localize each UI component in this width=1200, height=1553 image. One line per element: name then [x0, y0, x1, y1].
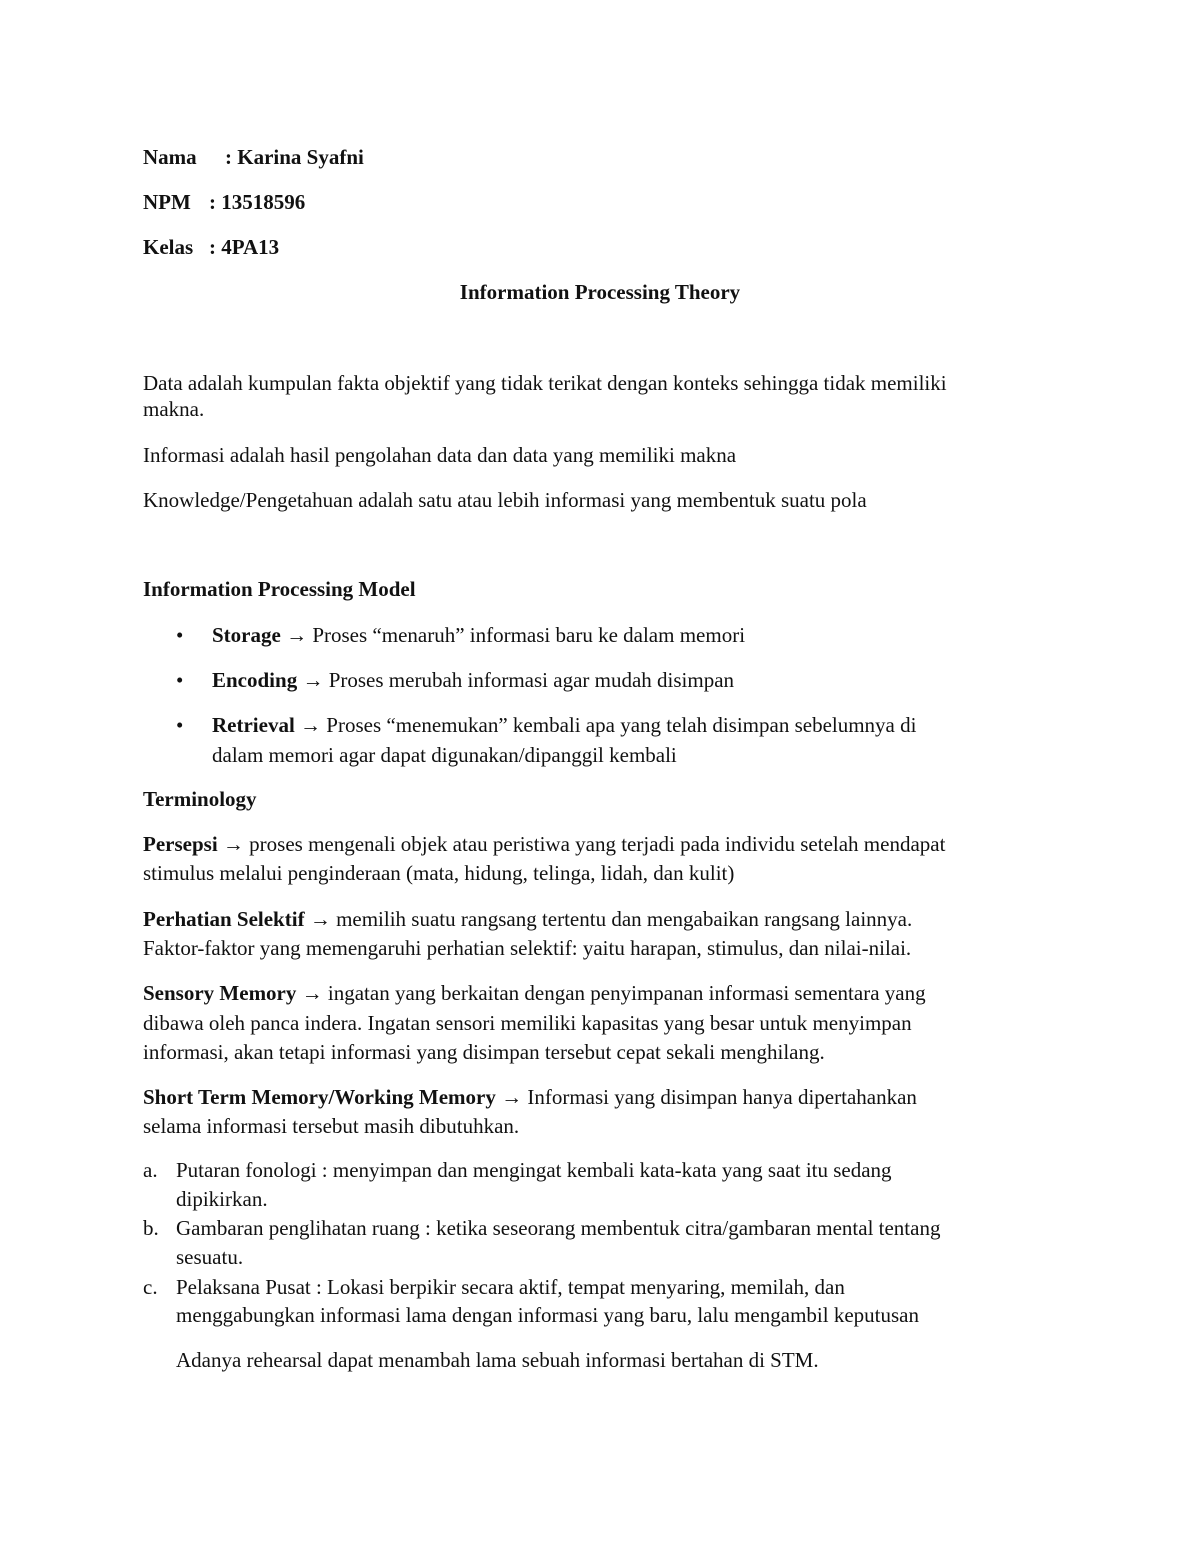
- npm-label: NPM: [143, 190, 191, 214]
- perhatian-desc: memilih suatu rangsang tertentu dan mengabaikan rangsang lainnya.: [330, 907, 913, 931]
- sensory-desc: ingatan yang berkaitan dengan penyimpanan informasi sementara yang: [322, 981, 926, 1005]
- sensory-line1: [143, 978, 926, 1008]
- arrow-right-icon: →: [222, 832, 244, 856]
- data-definition-line2: makna.: [143, 397, 205, 421]
- arrow-right-icon: →: [302, 668, 324, 692]
- list-marker-c: c.: [143, 1275, 158, 1299]
- page-title: Information Processing Theory: [459, 280, 741, 304]
- arrow-right-icon: →: [286, 623, 308, 647]
- sensory-line3: informasi, akan tetapi informasi yang disimpan tersebut cepat sekali menghilang.: [143, 1040, 825, 1064]
- encoding-term: Encoding: [212, 668, 298, 692]
- list-marker-a: a.: [143, 1158, 158, 1182]
- npm-row: [143, 187, 305, 217]
- kelas-row: [143, 232, 279, 262]
- bullet-icon: •: [176, 668, 184, 692]
- stm-line1: [143, 1082, 917, 1112]
- persepsi-term: Persepsi: [143, 832, 218, 856]
- perhatian-line2: Faktor-faktor yang memengaruhi perhatian selektif: yaitu harapan, stimulus, dan nilai-nilai.: [143, 936, 912, 960]
- component-a-line1: Putaran fonologi : menyimpan dan mengingat kembali kata-kata yang saat itu sedang: [176, 1158, 892, 1182]
- stm-desc: Informasi yang disimpan hanya dipertahankan: [522, 1085, 917, 1109]
- informasi-definition: Informasi adalah hasil pengolahan data dan data yang memiliki makna: [143, 443, 737, 467]
- list-item-retrieval: [212, 710, 916, 740]
- arrow-right-icon: →: [300, 713, 322, 737]
- arrow-right-icon: →: [501, 1085, 523, 1109]
- bullet-icon: •: [176, 623, 184, 647]
- perhatian-term: Perhatian Selektif: [143, 907, 305, 931]
- terminology-heading: Terminology: [143, 787, 257, 811]
- kelas-label: Kelas: [143, 235, 194, 259]
- nama-row: [143, 142, 364, 172]
- storage-term: Storage: [212, 623, 281, 647]
- component-c-line2: menggabungkan informasi lama dengan informasi yang baru, lalu mengambil keputusan: [176, 1303, 919, 1327]
- bullet-icon: •: [176, 713, 184, 737]
- stm-line2: selama informasi tersebut masih dibutuhkan.: [143, 1114, 520, 1138]
- kelas-value: : 4PA13: [209, 235, 280, 259]
- persepsi-line2: stimulus melalui penginderaan (mata, hidung, telinga, lidah, dan kulit): [143, 861, 735, 885]
- retrieval-desc: Proses “menemukan” kembali apa yang telah disimpan sebelumnya di: [321, 713, 917, 737]
- npm-value: : 13518596: [209, 190, 306, 214]
- storage-desc: Proses “menaruh” informasi baru ke dalam memori: [307, 623, 746, 647]
- sensory-term: Sensory Memory: [143, 981, 297, 1005]
- arrow-right-icon: →: [301, 981, 323, 1005]
- stm-term: Short Term Memory/Working Memory: [143, 1085, 496, 1109]
- list-item-encoding: [212, 665, 734, 695]
- nama-label: Nama: [143, 145, 197, 169]
- nama-value: : Karina Syafni: [225, 145, 364, 169]
- retrieval-term: Retrieval: [212, 713, 295, 737]
- persepsi-line1: [143, 829, 945, 859]
- component-b-line1: Gambaran penglihatan ruang : ketika seseorang membentuk citra/gambaran mental tentang: [176, 1216, 941, 1240]
- sensory-line2: dibawa oleh panca indera. Ingatan sensori memiliki kapasitas yang besar untuk menyimpan: [143, 1011, 912, 1035]
- component-c-line1: Pelaksana Pusat : Lokasi berpikir secara aktif, tempat menyaring, memilah, dan: [176, 1275, 845, 1299]
- persepsi-desc: proses mengenali objek atau peristiwa yang terjadi pada individu setelah mendapat: [243, 832, 946, 856]
- perhatian-line1: [143, 904, 912, 934]
- retrieval-desc-line2: dalam memori agar dapat digunakan/dipanggil kembali: [212, 743, 677, 767]
- knowledge-definition: Knowledge/Pengetahuan adalah satu atau lebih informasi yang membentuk suatu pola: [143, 488, 867, 512]
- data-definition-line1: Data adalah kumpulan fakta objektif yang tidak terikat dengan konteks sehingga tidak memiliki: [143, 371, 947, 395]
- list-marker-b: b.: [143, 1216, 159, 1240]
- arrow-right-icon: →: [309, 907, 331, 931]
- closing-sentence: Adanya rehearsal dapat menambah lama sebuah informasi bertahan di STM.: [176, 1348, 819, 1372]
- component-a-line2: dipikirkan.: [176, 1187, 268, 1211]
- encoding-desc: Proses merubah informasi agar mudah disimpan: [323, 668, 735, 692]
- model-heading: Information Processing Model: [143, 577, 416, 601]
- component-b-line2: sesuatu.: [176, 1245, 244, 1269]
- list-item-storage: [212, 620, 745, 650]
